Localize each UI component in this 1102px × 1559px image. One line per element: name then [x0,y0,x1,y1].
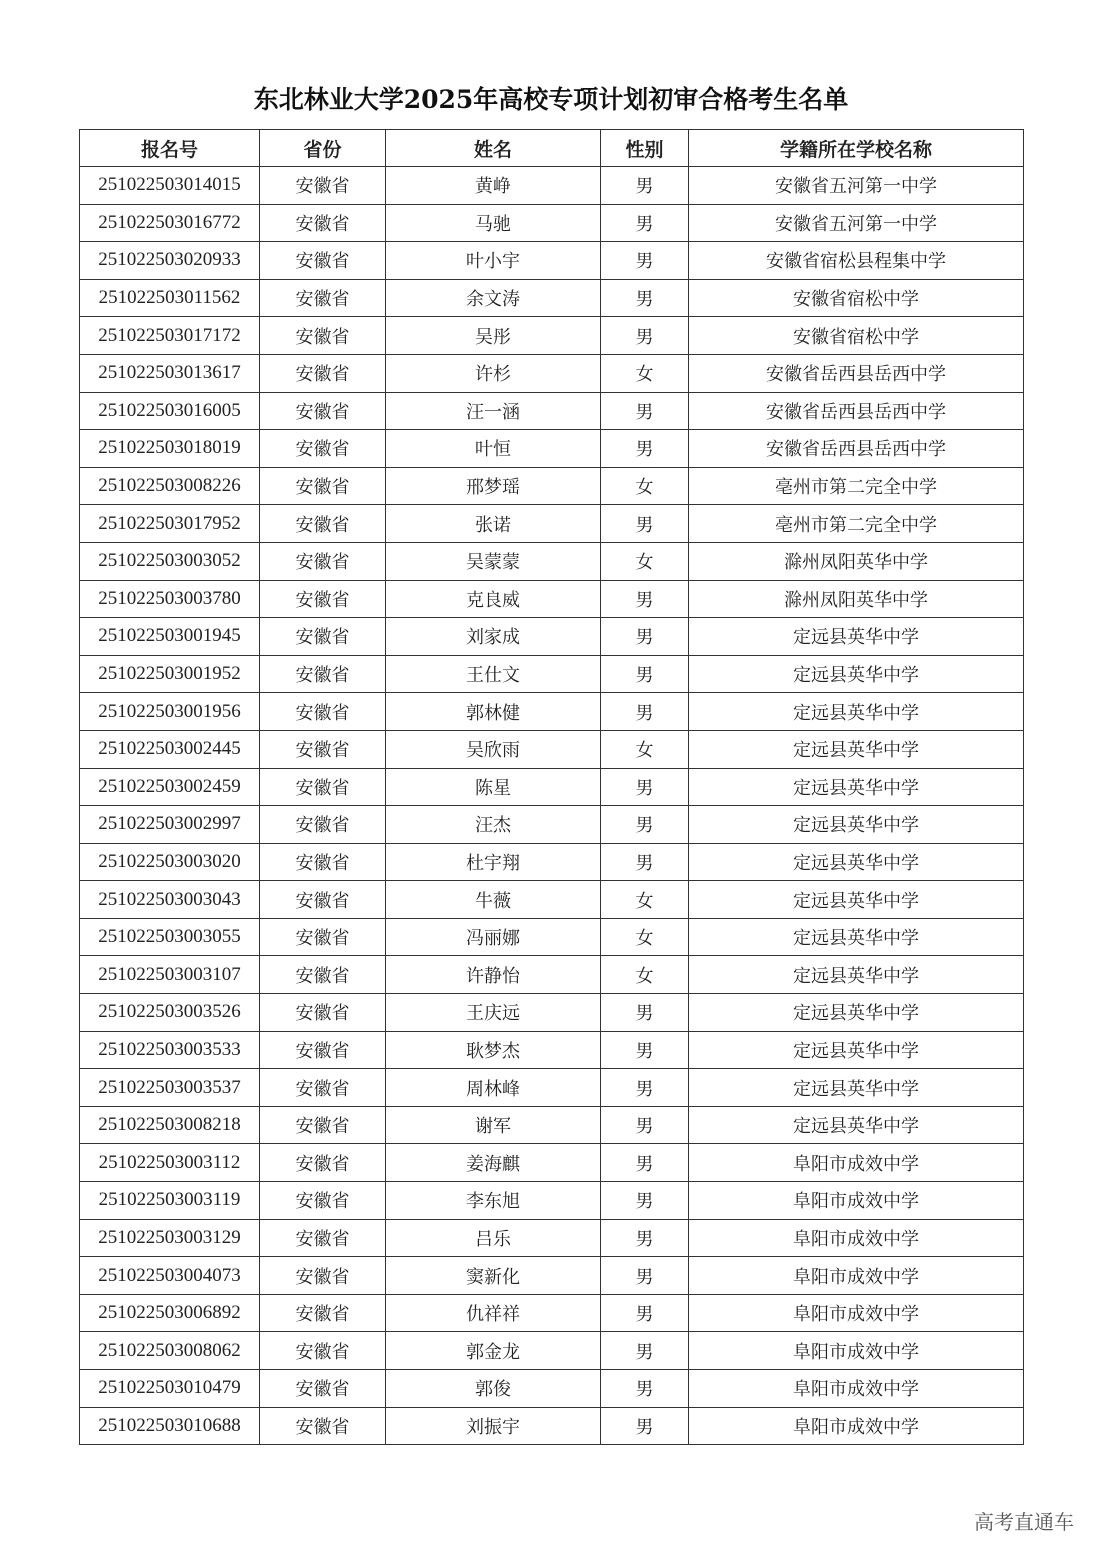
school-cell: 定远县英华中学 [689,693,1024,731]
gender-cell: 男 [601,655,689,693]
registration-number-cell: 251022503001945 [80,618,260,656]
registration-number-cell: 251022503003526 [80,994,260,1032]
name-cell: 冯丽娜 [386,918,601,956]
registration-number-cell: 251022503016005 [80,392,260,430]
table-body [80,167,1024,1445]
table-row [80,467,1024,505]
province-cell: 安徽省 [260,542,386,580]
table-row [80,505,1024,543]
table-row [80,806,1024,844]
school-cell: 阜阳市成效中学 [689,1144,1024,1182]
name-cell: 王仕文 [386,655,601,693]
school-cell: 亳州市第二完全中学 [689,505,1024,543]
school-cell: 阜阳市成效中学 [689,1332,1024,1370]
gender-cell: 女 [601,730,689,768]
province-cell: 安徽省 [260,1407,386,1445]
name-cell: 王庆远 [386,994,601,1032]
registration-number-cell: 251022503001956 [80,693,260,731]
table-row [80,994,1024,1032]
school-cell: 安徽省五河第一中学 [689,204,1024,242]
province-cell: 安徽省 [260,167,386,205]
school-cell: 定远县英华中学 [689,956,1024,994]
table-header-row [80,130,1024,167]
gender-cell: 女 [601,542,689,580]
name-cell: 周林峰 [386,1069,601,1107]
table-row [80,1031,1024,1069]
registration-number-cell: 251022503003119 [80,1182,260,1220]
province-cell: 安徽省 [260,1031,386,1069]
school-cell: 滁州凤阳英华中学 [689,542,1024,580]
gender-cell: 男 [601,1257,689,1295]
province-cell: 安徽省 [260,1144,386,1182]
gender-cell: 男 [601,1106,689,1144]
school-cell: 定远县英华中学 [689,881,1024,919]
gender-cell: 男 [601,204,689,242]
school-cell: 安徽省宿松县程集中学 [689,242,1024,280]
school-cell: 定远县英华中学 [689,843,1024,881]
gender-cell: 男 [601,1182,689,1220]
table-row [80,542,1024,580]
registration-number-cell: 251022503002997 [80,806,260,844]
table-row [80,317,1024,355]
school-cell: 亳州市第二完全中学 [689,467,1024,505]
province-cell: 安徽省 [260,768,386,806]
name-cell: 刘振宇 [386,1407,601,1445]
province-cell: 安徽省 [260,693,386,731]
registration-number-cell: 251022503008226 [80,467,260,505]
gender-cell: 男 [601,1294,689,1332]
registration-number-cell: 251022503003043 [80,881,260,919]
school-cell: 安徽省宿松中学 [689,279,1024,317]
name-cell: 吴蒙蒙 [386,542,601,580]
registration-number-cell: 251022503003112 [80,1144,260,1182]
gender-cell: 女 [601,881,689,919]
name-cell: 许静怡 [386,956,601,994]
gender-cell: 男 [601,317,689,355]
school-cell: 阜阳市成效中学 [689,1294,1024,1332]
province-cell: 安徽省 [260,242,386,280]
province-cell: 安徽省 [260,204,386,242]
province-cell: 安徽省 [260,618,386,656]
name-cell: 姜海麒 [386,1144,601,1182]
name-cell: 吴欣雨 [386,730,601,768]
table-row [80,655,1024,693]
school-cell: 定远县英华中学 [689,655,1024,693]
table-row [80,1257,1024,1295]
gender-cell: 男 [601,580,689,618]
watermark: 高考直通车 [974,1510,1074,1534]
table-row [80,1332,1024,1370]
school-cell: 安徽省岳西县岳西中学 [689,392,1024,430]
header-school: 学籍所在学校名称 [689,130,1024,167]
table-row [80,1182,1024,1220]
gender-cell: 男 [601,843,689,881]
gender-cell: 男 [601,392,689,430]
registration-number-cell: 251022503003055 [80,918,260,956]
province-cell: 安徽省 [260,467,386,505]
name-cell: 陈星 [386,768,601,806]
name-cell: 郭俊 [386,1370,601,1408]
school-cell: 阜阳市成效中学 [689,1219,1024,1257]
gender-cell: 男 [601,693,689,731]
school-cell: 安徽省岳西县岳西中学 [689,354,1024,392]
table-row [80,580,1024,618]
candidate-table [79,129,1024,1445]
name-cell: 叶小宇 [386,242,601,280]
name-cell: 许杉 [386,354,601,392]
registration-number-cell: 251022503003533 [80,1031,260,1069]
province-cell: 安徽省 [260,430,386,468]
table-row [80,768,1024,806]
registration-number-cell: 251022503001952 [80,655,260,693]
province-cell: 安徽省 [260,806,386,844]
table-row [80,956,1024,994]
registration-number-cell: 251022503017172 [80,317,260,355]
gender-cell: 男 [601,167,689,205]
registration-number-cell: 251022503014015 [80,167,260,205]
registration-number-cell: 251022503003537 [80,1069,260,1107]
province-cell: 安徽省 [260,1370,386,1408]
gender-cell: 男 [601,1144,689,1182]
name-cell: 郭金龙 [386,1332,601,1370]
header-province: 省份 [260,130,386,167]
registration-number-cell: 251022503020933 [80,242,260,280]
school-cell: 安徽省五河第一中学 [689,167,1024,205]
table-row [80,242,1024,280]
school-cell: 定远县英华中学 [689,730,1024,768]
name-cell: 谢军 [386,1106,601,1144]
name-cell: 牛薇 [386,881,601,919]
registration-number-cell: 251022503008218 [80,1106,260,1144]
province-cell: 安徽省 [260,994,386,1032]
province-cell: 安徽省 [260,1257,386,1295]
province-cell: 安徽省 [260,580,386,618]
name-cell: 邢梦瑶 [386,467,601,505]
table-row [80,1407,1024,1445]
school-cell: 定远县英华中学 [689,1031,1024,1069]
registration-number-cell: 251022503013617 [80,354,260,392]
school-cell: 定远县英华中学 [689,618,1024,656]
table-row [80,1144,1024,1182]
gender-cell: 男 [601,618,689,656]
table-row [80,354,1024,392]
header-gender: 性别 [601,130,689,167]
school-cell: 定远县英华中学 [689,918,1024,956]
school-cell: 阜阳市成效中学 [689,1257,1024,1295]
registration-number-cell: 251022503017952 [80,505,260,543]
name-cell: 汪杰 [386,806,601,844]
province-cell: 安徽省 [260,317,386,355]
province-cell: 安徽省 [260,1106,386,1144]
gender-cell: 男 [601,1069,689,1107]
school-cell: 滁州凤阳英华中学 [689,580,1024,618]
registration-number-cell: 251022503010479 [80,1370,260,1408]
registration-number-cell: 251022503003107 [80,956,260,994]
header-name: 姓名 [386,130,601,167]
table-row [80,1294,1024,1332]
table-row [80,1219,1024,1257]
name-cell: 李东旭 [386,1182,601,1220]
name-cell: 汪一涵 [386,392,601,430]
table-row [80,618,1024,656]
gender-cell: 男 [601,1031,689,1069]
school-cell: 定远县英华中学 [689,1069,1024,1107]
name-cell: 张诺 [386,505,601,543]
name-cell: 黄峥 [386,167,601,205]
school-cell: 安徽省岳西县岳西中学 [689,430,1024,468]
table-row [80,730,1024,768]
registration-number-cell: 251022503002459 [80,768,260,806]
table-row [80,279,1024,317]
gender-cell: 男 [601,1370,689,1408]
province-cell: 安徽省 [260,354,386,392]
gender-cell: 男 [601,430,689,468]
name-cell: 马驰 [386,204,601,242]
registration-number-cell: 251022503008062 [80,1332,260,1370]
name-cell: 郭林健 [386,693,601,731]
name-cell: 刘家成 [386,618,601,656]
table-row [80,167,1024,205]
registration-number-cell: 251022503002445 [80,730,260,768]
table-row [80,693,1024,731]
school-cell: 安徽省宿松中学 [689,317,1024,355]
table-row [80,204,1024,242]
registration-number-cell: 251022503003052 [80,542,260,580]
gender-cell: 男 [601,994,689,1032]
name-cell: 杜宇翔 [386,843,601,881]
registration-number-cell: 251022503003780 [80,580,260,618]
name-cell: 耿梦杰 [386,1031,601,1069]
gender-cell: 男 [601,242,689,280]
registration-number-cell: 251022503010688 [80,1407,260,1445]
registration-number-cell: 251022503004073 [80,1257,260,1295]
table-row [80,843,1024,881]
header-registration-number: 报名号 [80,130,260,167]
gender-cell: 女 [601,467,689,505]
school-cell: 定远县英华中学 [689,806,1024,844]
table-row [80,392,1024,430]
registration-number-cell: 251022503003020 [80,843,260,881]
registration-number-cell: 251022503003129 [80,1219,260,1257]
province-cell: 安徽省 [260,279,386,317]
province-cell: 安徽省 [260,1332,386,1370]
province-cell: 安徽省 [260,730,386,768]
province-cell: 安徽省 [260,881,386,919]
gender-cell: 男 [601,505,689,543]
name-cell: 仇祥祥 [386,1294,601,1332]
registration-number-cell: 251022503016772 [80,204,260,242]
school-cell: 阜阳市成效中学 [689,1182,1024,1220]
gender-cell: 男 [601,768,689,806]
province-cell: 安徽省 [260,1294,386,1332]
gender-cell: 男 [601,806,689,844]
name-cell: 叶恒 [386,430,601,468]
name-cell: 窦新化 [386,1257,601,1295]
province-cell: 安徽省 [260,1069,386,1107]
school-cell: 阜阳市成效中学 [689,1407,1024,1445]
province-cell: 安徽省 [260,843,386,881]
registration-number-cell: 251022503018019 [80,430,260,468]
name-cell: 余文涛 [386,279,601,317]
table-row [80,1069,1024,1107]
gender-cell: 男 [601,1332,689,1370]
school-cell: 阜阳市成效中学 [689,1370,1024,1408]
table-row [80,430,1024,468]
name-cell: 克良威 [386,580,601,618]
province-cell: 安徽省 [260,392,386,430]
registration-number-cell: 251022503006892 [80,1294,260,1332]
name-cell: 吴彤 [386,317,601,355]
gender-cell: 男 [601,279,689,317]
school-cell: 定远县英华中学 [689,1106,1024,1144]
province-cell: 安徽省 [260,956,386,994]
gender-cell: 女 [601,918,689,956]
table-row [80,881,1024,919]
province-cell: 安徽省 [260,1182,386,1220]
province-cell: 安徽省 [260,655,386,693]
table-row [80,1370,1024,1408]
registration-number-cell: 251022503011562 [80,279,260,317]
table-row [80,1106,1024,1144]
gender-cell: 女 [601,956,689,994]
gender-cell: 男 [601,1407,689,1445]
school-cell: 定远县英华中学 [689,994,1024,1032]
document-title: 东北林业大学2025年高校专项计划初审合格考生名单 [253,85,849,114]
table-row [80,918,1024,956]
province-cell: 安徽省 [260,1219,386,1257]
name-cell: 吕乐 [386,1219,601,1257]
school-cell: 定远县英华中学 [689,768,1024,806]
province-cell: 安徽省 [260,505,386,543]
gender-cell: 女 [601,354,689,392]
gender-cell: 男 [601,1219,689,1257]
province-cell: 安徽省 [260,918,386,956]
